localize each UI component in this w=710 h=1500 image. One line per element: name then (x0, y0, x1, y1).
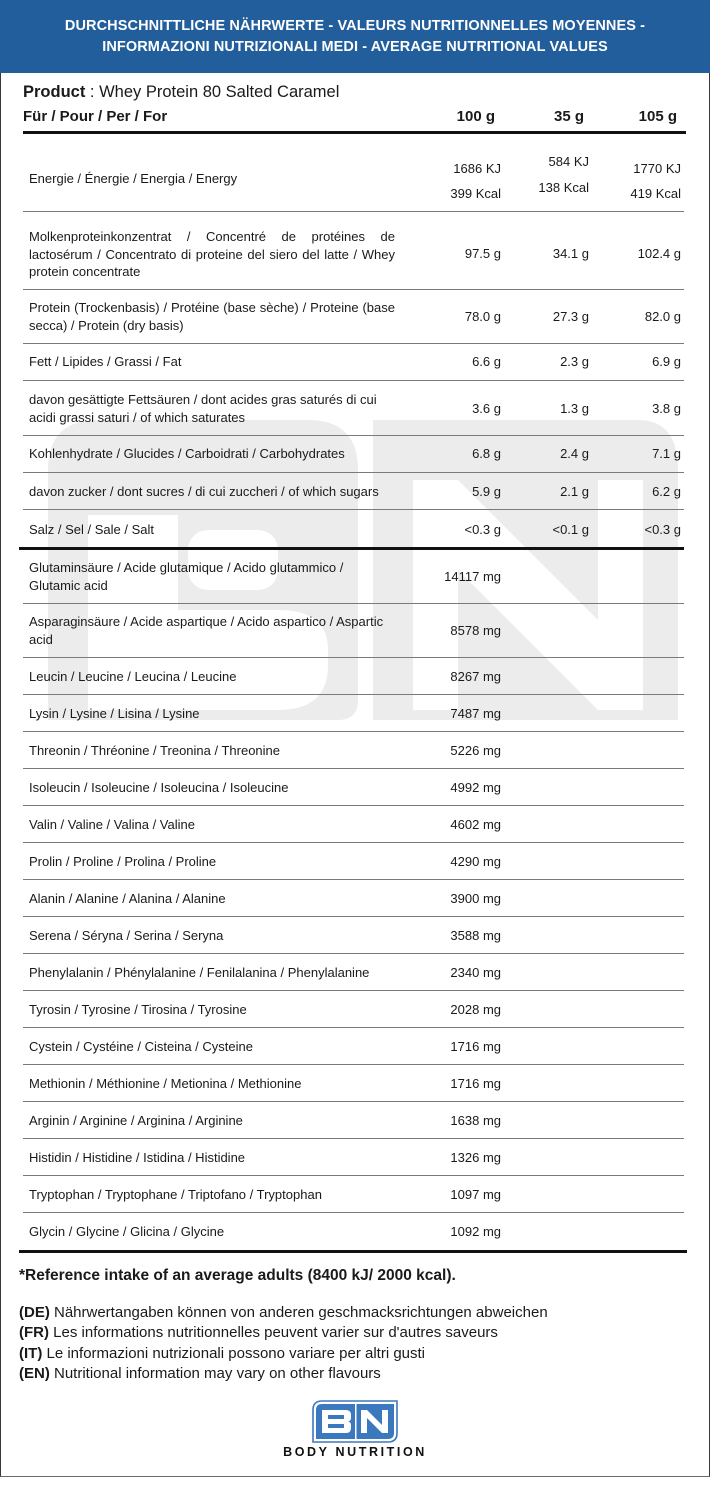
amino-acid-name: Arginin / Arginine / Arginina / Arginine (29, 1113, 243, 1128)
value-100g: 2028 mg (450, 1002, 501, 1017)
amino-acid-name: Isoleucin / Isoleucine / Isoleucina / Isoleucine (29, 780, 289, 795)
bn-logo-icon (312, 1400, 398, 1443)
lang-code: (IT) (19, 1344, 43, 1362)
value-100g: 3588 mg (450, 928, 501, 943)
value-105g: 3.8 g (652, 401, 681, 416)
disclaimer-text: Le informazioni nutrizionali possono variare per altri gusti (42, 1344, 426, 1362)
table-row-fat (23, 344, 684, 381)
amino-acid-name: Tryptophan / Tryptophane / Triptofano / Tryptophan (29, 1187, 322, 1202)
value-100g: 1638 mg (450, 1113, 501, 1128)
nutrient-name: Fett / Lipides / Grassi / Fat (29, 354, 182, 369)
value-100g: 1326 mg (450, 1150, 501, 1165)
value-100g: 4992 mg (450, 780, 501, 795)
value-100g: 1097 mg (450, 1187, 501, 1202)
amino-acid-name: Glycin / Glycine / Glicina / Glycine (29, 1224, 225, 1239)
nutrient-name: Protein (Trockenbasis) / Protéine (base sèche) / Proteine (base secca) / Protein (dry basis) (29, 300, 395, 333)
table-row-amino-acid (23, 1028, 684, 1065)
disclaimer-en (19, 1364, 548, 1384)
nutrient-name: Energie / Énergie / Energia / Energy (29, 171, 238, 186)
nutrient-name: Kohlenhydrate / Glucides / Carboidrati / Carbohydrates (29, 446, 345, 461)
table-row-amino-acid (23, 604, 684, 658)
table-row-amino-acid (23, 1213, 684, 1249)
product-separator: : (85, 83, 100, 101)
table-row-carbohydrates (23, 436, 684, 473)
header-banner (0, 0, 710, 73)
lang-code: (DE) (19, 1304, 50, 1321)
amino-acid-name: Cystein / Cystéine / Cisteina / Cysteine (29, 1039, 253, 1054)
amino-acid-name: Histidin / Histidine / Istidina / Histidine (29, 1150, 246, 1165)
column-100g: 100 g (456, 108, 495, 125)
value-100g: 6.8 g (472, 446, 501, 461)
table-row-amino-acid (23, 732, 684, 769)
amino-acid-name: Tyrosin / Tyrosine / Tirosina / Tyrosine (29, 1002, 247, 1017)
per-label: Für / Pour / Per / For (23, 108, 168, 125)
table-row-protein (23, 290, 684, 344)
value-35g: 27.3 g (552, 309, 589, 324)
value-100g: 3900 mg (450, 891, 501, 906)
amino-acid-name: Serena / Séryna / Serina / Seryna (29, 928, 224, 943)
disclaimer-text: Nährwertangaben können von anderen geschmacksrichtungen abweichen (49, 1304, 548, 1321)
table-row-sugars (23, 473, 684, 510)
table-row-amino-acid (23, 917, 684, 954)
value-100g: 1092 mg (450, 1224, 501, 1239)
value-35g: <0.1 g (552, 522, 589, 537)
product-line (23, 83, 339, 102)
value-100g: 7487 mg (450, 706, 501, 721)
column-header-row (23, 108, 685, 130)
amino-acid-name: Lysin / Lysine / Lisina / Lysine (29, 706, 200, 721)
table-row-amino-acid (23, 1102, 684, 1139)
value-105g-kj: 1770 KJ (633, 161, 681, 176)
table-row-amino-acid (23, 695, 684, 732)
value-100g: 8578 mg (450, 623, 501, 638)
nutrient-name: Salz / Sel / Sale / Salt (29, 522, 155, 537)
value-100g: 3.6 g (472, 401, 501, 416)
value-105g-kcal: 419 Kcal (630, 186, 681, 201)
lang-code: (FR) (19, 1324, 49, 1342)
value-100g: 4602 mg (450, 817, 501, 832)
table-row-amino-acid (23, 1139, 684, 1176)
value-100g: 78.0 g (464, 309, 501, 324)
nutrient-name: Molkenproteinkonzentrat / Concentré de protéines de lactosérum / Concentrato di proteine del siero del latte / Whey protein concentrate (29, 229, 395, 279)
table-row-salt (23, 510, 684, 547)
disclaimer-text: Nutritional information may vary on other flavours (49, 1364, 381, 1382)
amino-acid-name: Valin / Valine / Valina / Valine (29, 817, 195, 832)
value-35g: 1.3 g (560, 401, 589, 416)
nutrient-name: davon zucker / dont sucres / di cui zuccheri / of which sugars (29, 484, 379, 499)
value-105g: 6.2 g (652, 484, 681, 499)
column-105g: 105 g (638, 108, 677, 125)
table-row-amino-acid (23, 658, 684, 695)
value-35g-kcal: 138 Kcal (538, 180, 589, 195)
value-35g: 2.4 g (560, 446, 589, 461)
value-35g: 2.1 g (560, 484, 589, 499)
reference-intake-note: *Reference intake of an average adults (8400 kJ/ 2000 kcal). (19, 1267, 456, 1284)
value-100g: 14117 mg (444, 569, 501, 584)
disclaimer-it (19, 1344, 548, 1364)
banner-title-line-2: INFORMAZIONI NUTRIZIONALI MEDI - AVERAGE NUTRITIONAL VALUES (102, 38, 608, 55)
table-row-whey-concentrate (23, 212, 684, 290)
disclaimer-de (19, 1303, 548, 1323)
amino-acid-name: Threonin / Thréonine / Treonina / Threonine (29, 743, 281, 758)
value-100g: 5.9 g (472, 484, 501, 499)
value-105g: 6.9 g (652, 354, 681, 369)
flavour-disclaimers (19, 1303, 548, 1384)
value-100g: 4290 mg (450, 854, 501, 869)
table-row-amino-acid (23, 954, 684, 991)
table-row-amino-acid (23, 1176, 684, 1213)
value-100g: 8267 mg (450, 669, 501, 684)
table-row-amino-acid (23, 550, 684, 604)
header-divider (23, 131, 686, 134)
value-105g: 102.4 g (637, 246, 681, 261)
banner-title-line-1: DURCHSCHNITTLICHE NÄHRWERTE - VALEURS NUTRITIONNELLES MOYENNES - (64, 17, 646, 34)
column-35g: 35 g (553, 108, 584, 125)
brand-name: BODY NUTRITION (283, 1445, 427, 1459)
value-100g: 1716 mg (450, 1076, 501, 1091)
product-name: Whey Protein 80 Salted Caramel (99, 83, 340, 101)
amino-acid-name: Leucin / Leucine / Leucina / Leucine (29, 669, 237, 684)
amino-acid-name: Methionin / Méthionine / Metionina / Methionine (29, 1076, 302, 1091)
amino-acid-name: Alanin / Alanine / Alanina / Alanine (29, 891, 226, 906)
amino-acid-name: Prolin / Proline / Prolina / Proline (29, 854, 217, 869)
value-105g: 7.1 g (652, 446, 681, 461)
table-row-energy (23, 134, 684, 212)
nutrition-table (23, 134, 684, 1249)
disclaimer-fr (19, 1323, 548, 1343)
value-35g-kj: 584 KJ (548, 154, 589, 169)
amino-acid-name: Glutaminsäure / Acide glutamique / Acido glutammico / Glutamic acid (29, 560, 344, 593)
value-100g-kcal: 399 Kcal (450, 186, 501, 201)
value-100g-kj: 1686 KJ (453, 161, 501, 176)
value-100g: 5226 mg (450, 743, 501, 758)
table-bottom-divider (19, 1250, 687, 1253)
value-35g: 34.1 g (552, 246, 589, 261)
value-100g: 97.5 g (464, 246, 501, 261)
value-105g: <0.3 g (644, 522, 681, 537)
lang-code: (EN) (19, 1364, 50, 1382)
value-35g: 2.3 g (560, 354, 589, 369)
amino-acid-list (23, 550, 684, 1249)
product-label: Product (23, 83, 86, 101)
table-row-amino-acid (23, 806, 684, 843)
value-100g: 6.6 g (472, 354, 501, 369)
amino-acid-name: Phenylalanin / Phénylalanine / Fenilalanina / Phenylalanine (29, 965, 370, 980)
amino-acid-name: Asparaginsäure / Acide aspartique / Acido aspartico / Aspartic acid (29, 614, 384, 647)
value-100g: <0.3 g (464, 522, 501, 537)
table-row-amino-acid (23, 991, 684, 1028)
table-row-amino-acid (23, 843, 684, 880)
value-100g: 2340 mg (450, 965, 501, 980)
value-100g: 1716 mg (450, 1039, 501, 1054)
table-row-saturates (23, 381, 684, 436)
value-105g: 82.0 g (644, 309, 681, 324)
nutrient-name: davon gesättigte Fettsäuren / dont acides gras saturés di cui acidi grassi saturi / of which saturates (29, 392, 377, 425)
table-row-amino-acid (23, 880, 684, 917)
table-row-amino-acid (23, 1065, 684, 1102)
disclaimer-text: Les informations nutritionnelles peuvent varier sur d'autres saveurs (49, 1324, 498, 1342)
table-row-amino-acid (23, 769, 684, 806)
